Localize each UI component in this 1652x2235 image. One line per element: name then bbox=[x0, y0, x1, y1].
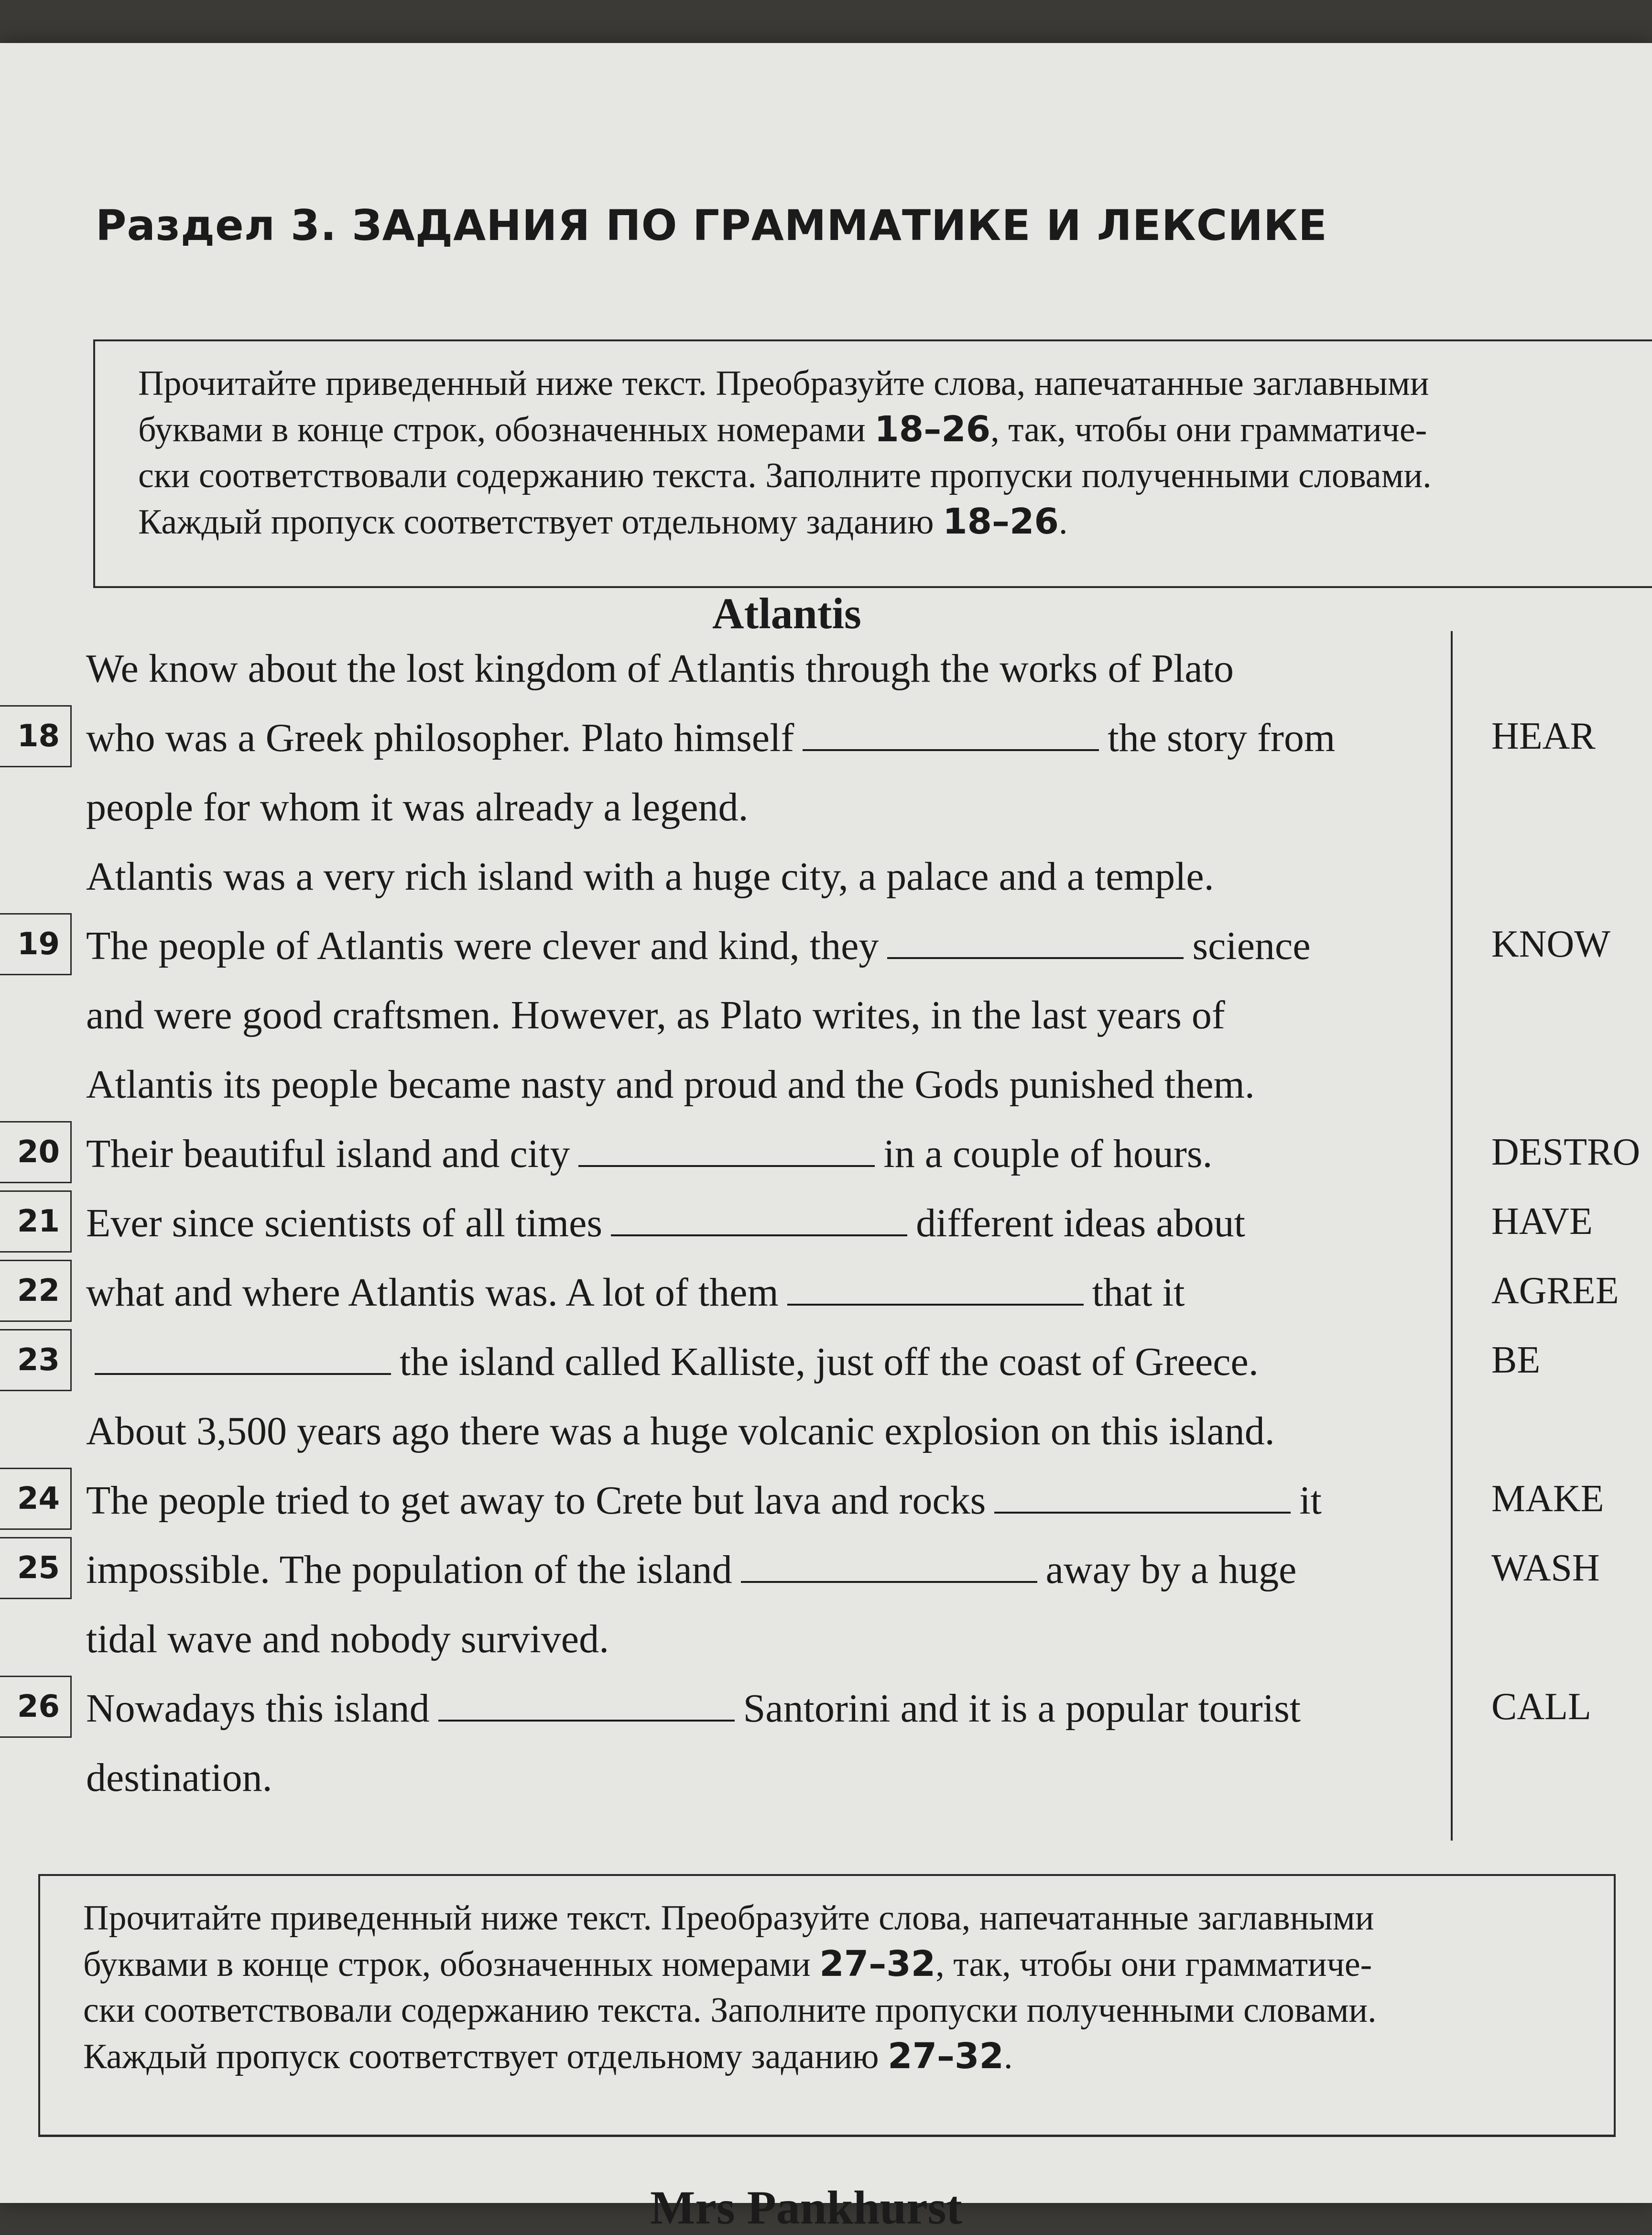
line-text-before: About 3,500 years ago there was a huge volcanic explosion on this island. bbox=[86, 1409, 1275, 1453]
instruction-line: Каждый пропуск соответствует отдельному заданию 27–32. bbox=[83, 2036, 1013, 2077]
line-text-after: it bbox=[1299, 1478, 1322, 1523]
next-text-title: Mrs Pankhurst bbox=[650, 2181, 962, 2234]
line-text bbox=[86, 1685, 1301, 1732]
line-text bbox=[86, 1061, 1255, 1108]
line-text bbox=[86, 1131, 1213, 1177]
line-text-before: impossible. The population of the island bbox=[86, 1548, 732, 1592]
text-line bbox=[0, 982, 1652, 1045]
section-title: Раздел 3. ЗАДАНИЯ ПО ГРАММАТИКЕ И ЛЕКСИКЕ bbox=[96, 201, 1328, 250]
line-text bbox=[86, 784, 749, 830]
line-text-before: who was a Greek philosopher. Plato himself bbox=[86, 716, 794, 760]
line-text-after: different ideas about bbox=[916, 1201, 1245, 1245]
task-number: 24 bbox=[0, 1468, 72, 1530]
instruction-line: буквами в конце строк, обозначенных номерами 27–32, так, чтобы они грамматиче- bbox=[83, 1943, 1372, 1984]
line-text-before: The people tried to get away to Crete but lava and rocks bbox=[86, 1478, 986, 1523]
answer-blank[interactable] bbox=[803, 720, 1099, 751]
line-text-before: Atlantis its people became nasty and proud and the Gods punished them. bbox=[86, 1062, 1255, 1107]
answer-blank[interactable] bbox=[994, 1483, 1291, 1514]
line-text bbox=[86, 715, 1335, 761]
line-text-before: Their beautiful island and city bbox=[86, 1132, 570, 1176]
line-text-after: the island called Kalliste, just off the coast of Greece. bbox=[400, 1340, 1259, 1384]
key-word: HAVE bbox=[1491, 1200, 1593, 1243]
key-word: BE bbox=[1491, 1339, 1541, 1381]
text-line bbox=[0, 844, 1652, 906]
answer-blank[interactable] bbox=[95, 1344, 391, 1375]
line-text bbox=[86, 1755, 272, 1801]
line-text-before: Nowadays this island bbox=[86, 1686, 430, 1731]
task-number: 18 bbox=[0, 705, 72, 767]
line-text-before: destination. bbox=[86, 1755, 272, 1800]
key-word: KNOW bbox=[1491, 923, 1610, 965]
line-text-before: and were good craftsmen. However, as Plato writes, in the last years of bbox=[86, 993, 1225, 1037]
answer-blank[interactable] bbox=[438, 1691, 735, 1722]
instruction-line: Каждый пропуск соответствует отдельному заданию 18–26. bbox=[138, 501, 1068, 542]
line-text bbox=[86, 1547, 1296, 1593]
line-text bbox=[86, 1408, 1275, 1454]
text-line bbox=[0, 1121, 1652, 1183]
text-line bbox=[0, 1329, 1652, 1391]
line-text-before: tidal wave and nobody survived. bbox=[86, 1617, 609, 1661]
instruction-box-18-26 bbox=[93, 339, 1652, 588]
task-number: 19 bbox=[0, 913, 72, 975]
line-text-before: The people of Atlantis were clever and kind, they bbox=[86, 924, 879, 968]
line-text-after: the story from bbox=[1108, 716, 1336, 760]
key-word: HEAR bbox=[1491, 715, 1596, 757]
text-line bbox=[0, 636, 1652, 698]
line-text bbox=[86, 923, 1311, 969]
text-line bbox=[0, 1468, 1652, 1530]
text-title: Atlantis bbox=[712, 589, 861, 638]
task-number: 22 bbox=[0, 1260, 72, 1322]
answer-blank[interactable] bbox=[611, 1206, 907, 1236]
task-number: 26 bbox=[0, 1676, 72, 1738]
line-text-before: people for whom it was already a legend. bbox=[86, 785, 749, 829]
instruction-line: ски соответствовали содержанию текста. Заполните пропуски полученными словами. bbox=[83, 1991, 1377, 2030]
task-number: 23 bbox=[0, 1329, 72, 1391]
line-text-before: what and where Atlantis was. A lot of them bbox=[86, 1270, 779, 1315]
key-word: WASH bbox=[1491, 1547, 1600, 1589]
instruction-box-27-32 bbox=[38, 1874, 1616, 2137]
answer-blank[interactable] bbox=[887, 928, 1184, 959]
line-text bbox=[86, 645, 1234, 692]
line-text-after: away by a huge bbox=[1045, 1548, 1297, 1592]
line-text-before: We know about the lost kingdom of Atlantis through the works of Plato bbox=[86, 646, 1234, 691]
answer-blank[interactable] bbox=[787, 1275, 1084, 1306]
line-text-after: that it bbox=[1092, 1270, 1185, 1315]
line-text-after: Santorini and it is a popular tourist bbox=[743, 1686, 1301, 1731]
text-line bbox=[0, 1052, 1652, 1114]
text-line bbox=[0, 1745, 1652, 1807]
instruction-line: ски соответствовали содержанию текста. Заполните пропуски полученными словами. bbox=[138, 456, 1432, 495]
line-text bbox=[86, 1339, 1259, 1385]
text-line bbox=[0, 774, 1652, 837]
line-text-before: Atlantis was a very rich island with a huge city, a palace and a temple. bbox=[86, 854, 1214, 899]
answer-blank[interactable] bbox=[741, 1552, 1037, 1583]
line-text-before: Ever since scientists of all times bbox=[86, 1201, 603, 1245]
line-text bbox=[86, 853, 1214, 900]
worksheet-page bbox=[0, 43, 1652, 2234]
instruction-line: Прочитайте приведенный ниже текст. Преобразуйте слова, напечатанные заглавными bbox=[83, 1898, 1374, 1938]
text-line bbox=[0, 1398, 1652, 1461]
answer-blank[interactable] bbox=[578, 1136, 875, 1167]
line-text bbox=[86, 1616, 609, 1662]
key-word: CALL bbox=[1491, 1686, 1591, 1728]
line-text-after: science bbox=[1192, 924, 1311, 968]
line-text bbox=[86, 1269, 1185, 1316]
line-text bbox=[86, 1200, 1245, 1246]
key-word: MAKE bbox=[1491, 1478, 1604, 1520]
key-word: AGREE bbox=[1491, 1270, 1619, 1312]
task-number: 20 bbox=[0, 1121, 72, 1183]
text-line bbox=[0, 1190, 1652, 1253]
text-line bbox=[0, 1260, 1652, 1322]
line-text bbox=[86, 992, 1225, 1038]
text-line bbox=[0, 1676, 1652, 1738]
key-word: DESTRO bbox=[1491, 1131, 1641, 1173]
text-line bbox=[0, 705, 1652, 767]
instruction-line: буквами в конце строк, обозначенных номерами 18–26, так, чтобы они грамматиче- bbox=[138, 409, 1427, 450]
line-text bbox=[86, 1477, 1322, 1524]
text-line bbox=[0, 913, 1652, 975]
task-number: 21 bbox=[0, 1190, 72, 1253]
instruction-line: Прочитайте приведенный ниже текст. Преобразуйте слова, напечатанные заглавными bbox=[138, 364, 1429, 403]
line-text-after: in a couple of hours. bbox=[883, 1132, 1213, 1176]
task-number: 25 bbox=[0, 1537, 72, 1599]
text-line bbox=[0, 1537, 1652, 1599]
text-line bbox=[0, 1606, 1652, 1668]
